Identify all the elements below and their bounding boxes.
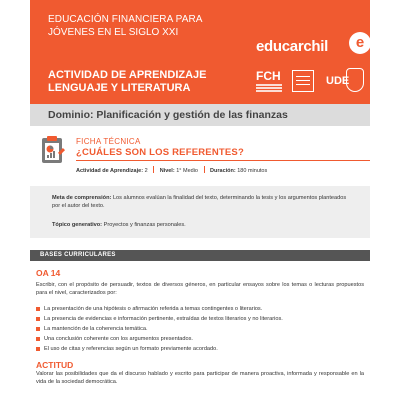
meta-separator (153, 166, 154, 173)
domain-title: Dominio: Planificación y gestión de las finanzas (48, 109, 288, 121)
meta-label: Meta de comprensión: (52, 195, 112, 201)
educarchile-logo-e: e (349, 32, 371, 54)
educarchile-logo: educarchil (256, 38, 329, 55)
ficha-label: FICHA TÉCNICA (76, 137, 141, 146)
fch-logo-lines (256, 84, 282, 86)
list-item: La presencia de evidencias e información pertinente, extraídas de textos literarios y no literarios. (36, 315, 366, 325)
seal-icon (346, 68, 364, 92)
topico-generativo (52, 221, 352, 229)
nivel-value: 1° Medio (176, 168, 198, 174)
activity-title-line2: LENGUAJE Y LITERATURA (48, 82, 191, 94)
criteria-list (36, 305, 366, 355)
ficha-meta-row (76, 166, 267, 174)
clipboard-chart-icon (38, 135, 68, 165)
domain-bar (30, 104, 370, 126)
program-title-line1: EDUCACIÓN FINANCIERA PARA (48, 14, 203, 25)
bases-title: BASES CURRICULARES (40, 252, 116, 258)
actividad-value: 2 (144, 168, 148, 174)
ministry-icon (292, 70, 314, 92)
oa-heading: OA 14 (36, 268, 61, 278)
ficha-divider (76, 160, 370, 161)
nivel-label: Nivel: (159, 168, 175, 174)
oa-text: Escribir, con el propósito de persuadir, textos de diversos géneros, en particular ensayos sobre los temas o lecturas propuestos para el nivel, caracterizados por: (36, 282, 364, 296)
meta-box (30, 186, 370, 238)
activity-title-line1: ACTIVIDAD DE APRENDIZAJE (48, 69, 207, 81)
meta-separator (204, 166, 205, 173)
bases-curriculares-bar (30, 250, 370, 261)
partner-logos (256, 70, 366, 96)
ficha-tecnica (30, 132, 370, 192)
program-title-line2: JÓVENES EN EL SIGLO XXI (48, 27, 179, 38)
duracion-value: 180 minutos (237, 168, 268, 174)
list-item: El uso de citas y referencias según un formato previamente acordado. (36, 345, 366, 355)
meta-comprension (52, 194, 352, 210)
meta-text: Los alumnos evalúan la finalidad del texto, determinando la tesis y los argumentos planteados por el autor del texto. (52, 195, 347, 209)
actividad-label: Actividad de Aprendizaje: (76, 168, 144, 174)
actitud-heading: ACTITUD (36, 360, 74, 370)
list-item: La mantención de la coherencia temática. (36, 325, 366, 335)
topico-label: Tópico generativo: (52, 222, 103, 228)
actitud-text: Valorar las posibilidades que da el discurso hablado y escrito para participar de manera proactiva, informada y responsable en la vida de la sociedad democrática. (36, 371, 364, 385)
ficha-title: ¿CUÁLES SON LOS REFERENTES? (76, 147, 244, 158)
header-banner (30, 0, 370, 104)
fch-logo: FCH (256, 69, 281, 83)
duracion-label: Duración: (210, 168, 236, 174)
topico-text: Proyectos y finanzas personales. (103, 222, 186, 228)
list-item: Una conclusión coherente con los argumentos presentados. (36, 335, 366, 345)
list-item: La presentación de una hipótesis o afirmación referida a temas contingentes o literarios. (36, 305, 366, 315)
ude-logo: UDE (326, 75, 350, 87)
